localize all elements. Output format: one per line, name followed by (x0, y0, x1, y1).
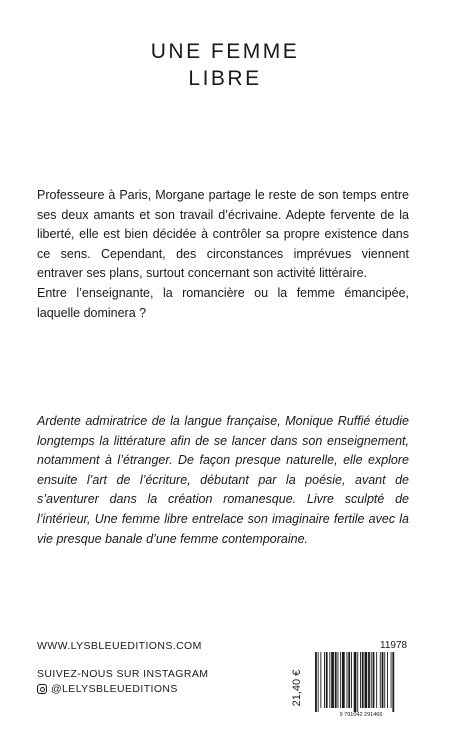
barcode-bar (340, 652, 341, 708)
barcode-bar (342, 652, 345, 708)
barcode-bar (360, 652, 361, 708)
barcode-bar (384, 652, 385, 708)
barcode-bar (315, 652, 317, 712)
author-bio: Ardente admiratrice de la langue française, Monique Ruffié étudie longtemps la littérature afin de se lancer dans son enseignement, notamment à l’étranger. De façon presque naturelle, elle explore ensuite l’art de l’écriture, débutant par la poésie, avant de s’aventurer dans la création romanesque. Livre sculpté de l’intérieur, Une femme libre entrelace son imaginaire fertile avec la vie presque banale d’une femme contemporaine. (37, 414, 409, 546)
instagram-handle[interactable] (37, 683, 178, 695)
barcode-bar (365, 652, 368, 708)
barcode-bar (376, 652, 377, 708)
title-line-1: UNE FEMME (150, 40, 300, 63)
barcode-bar (329, 652, 330, 708)
barcode-bar (387, 652, 388, 708)
instagram-icon (37, 684, 47, 694)
barcode (309, 652, 409, 718)
price-text: 21,40 € (291, 669, 303, 707)
barcode-bar (351, 652, 352, 708)
barcode-bars (315, 652, 394, 712)
barcode-bar (380, 652, 381, 708)
synopsis-paragraph-1: Professeure à Paris, Morgane partage le reste de son temps entre ses deux amants et son travail d’écrivaine. Adepte fervente de la liberté, elle est bien décidée à contrôler sa propre existence dans ce sens. Cependant, des circonstances imprévues viennent entraver ses plans, surtout concernant son activité littéraire. (37, 188, 409, 281)
barcode-bar (318, 652, 319, 712)
barcode-bar (347, 652, 348, 708)
barcode-bar (326, 652, 328, 708)
website-link[interactable]: WWW.LYSBLEUEDITIONS.COM (37, 640, 202, 652)
barcode-bar (331, 652, 334, 708)
barcode-bar (391, 652, 392, 708)
isbn-digits: 9 791042 291466 (339, 712, 383, 718)
barcode-bar (373, 652, 375, 708)
barcode-bar (338, 652, 339, 708)
barcode-bar (324, 652, 325, 708)
product-code: 11978 (380, 640, 408, 651)
barcode-bar (335, 652, 337, 708)
title-line-2: LIBRE (188, 67, 262, 90)
synopsis (37, 186, 409, 323)
synopsis-paragraph-2: Entre l’enseignante, la romancière ou la femme émancipée, laquelle dominera ? (37, 285, 409, 320)
barcode-bar (348, 652, 350, 708)
barcode-bar (382, 652, 384, 708)
barcode-bar (357, 652, 358, 712)
follow-text: SUIVEZ-NOUS SUR INSTAGRAM (37, 668, 209, 680)
barcode-bar (368, 652, 370, 708)
barcode-bar (371, 652, 372, 708)
book-title (0, 38, 450, 92)
barcode-bar (362, 652, 364, 708)
barcode-bar (392, 652, 394, 712)
price-label (290, 660, 304, 716)
instagram-handle-text: @LELYSBLEUEDITIONS (51, 683, 178, 695)
barcode-bar (354, 652, 357, 712)
barcode-bar (320, 652, 321, 708)
